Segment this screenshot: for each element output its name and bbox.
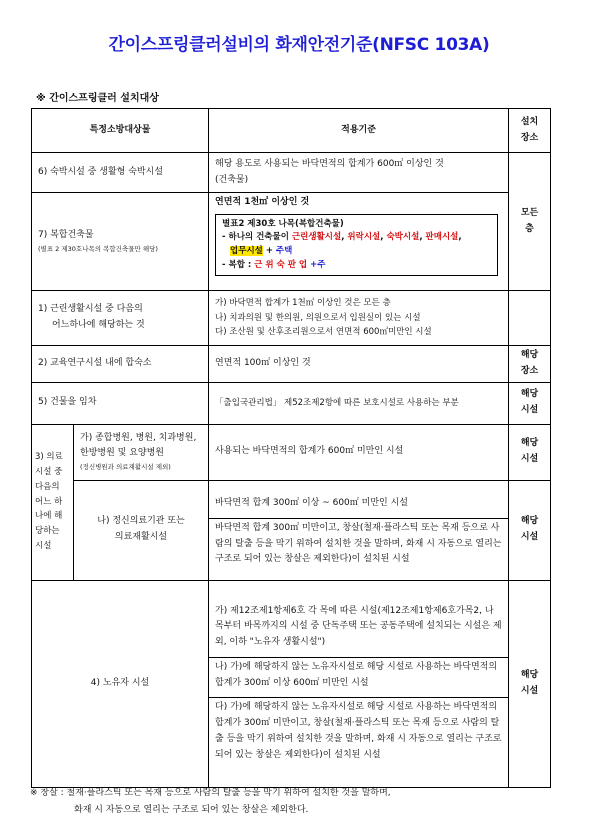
row3b-crit1: 바닥면적 합계 300㎡ 이상 ~ 600㎡ 미만인 시설 (215, 498, 408, 508)
row3b-criteria (209, 480, 509, 580)
row1-criteria (209, 291, 509, 346)
row2-target: 2) 교육연구시설 내에 합숙소 (32, 346, 209, 383)
row3b-label-line1: 나) 정신의료기관 또는 (97, 516, 185, 527)
box-plus: + (262, 245, 276, 256)
footnote-line1: ※ 창살 : 철재·플라스틱 또는 목재 등으로 사람의 탈출 등을 막기 위하여 설치한 것을 말하며, (30, 788, 391, 798)
table-row (32, 580, 551, 787)
row3a-label (74, 424, 209, 480)
row3b-place: 해당 시설 (509, 480, 551, 580)
row1-target-line1: 1) 근린생활시설 중 다음의 (38, 304, 143, 315)
box-sep-4: , (458, 232, 462, 243)
criteria-table (31, 108, 551, 788)
header-row (32, 109, 551, 153)
row5-place: 해당 시설 (509, 382, 551, 424)
box-line3-red: 근 위 숙 판 업 (254, 259, 308, 270)
row5-criteria: 「출입국관리법」 제52조제2항에 따른 보호시설로 사용하는 부분 (209, 382, 509, 424)
row6-target: 6) 숙박시설 중 생활형 숙박시설 (32, 153, 209, 193)
row3a-criteria: 사용되는 바닥면적의 합계가 600㎡ 미만인 시설 (209, 424, 509, 480)
row4-c1: 가) 제12조제1항제6호 각 목에 따른 시설(제12조제1항제6호가목2, 나목부터 바목까지의 시설 중 단독주택 또는 공동주택에 설치되는 시설은 제외, 이하 "노유자 생활시설") (215, 605, 502, 648)
row4-criteria (209, 580, 509, 787)
box-line3 (222, 259, 491, 273)
row4-place: 해당 시설 (509, 580, 551, 787)
row6-criteria (209, 153, 509, 193)
table-row (32, 193, 551, 291)
row1-c2: 나) 치과의원 및 한의원, 의원으로서 입원실이 있는 시설 (215, 312, 421, 323)
row1-c1: 가) 바닥면적 합계가 1천㎡ 이상인 것은 모든 층 (215, 297, 391, 308)
box-sep-1: , (341, 232, 348, 243)
row1-target (32, 291, 209, 346)
footnote (30, 785, 570, 818)
table-row (32, 291, 551, 346)
header-criteria: 적용기준 (209, 109, 509, 153)
row2-place: 해당 장소 (509, 346, 551, 383)
row3a-label-text: 가) 종합병원, 병원, 치과병원, 한방병원 및 요양병원 (80, 432, 197, 459)
row7-criteria (209, 193, 509, 291)
box-line1-lead: - 하나의 건축물이 (222, 232, 292, 243)
row3a-place: 해당 시설 (509, 424, 551, 480)
table-row (32, 346, 551, 383)
box-blue: 주택 (275, 245, 293, 256)
box-line2 (222, 245, 491, 259)
row1-place (509, 291, 551, 346)
box-red-4: 판매시설 (425, 232, 459, 243)
box-sep-3: , (419, 232, 426, 243)
row7-target-note: (별표 2 제30호나목의 복합건축물만 해당) (38, 244, 158, 253)
row7-target-label: 7) 복합건축물 (38, 229, 94, 240)
row1-target-line2: 어느하나에 해당하는 것 (52, 320, 145, 330)
table-row (32, 480, 551, 580)
box-title: 별표2 제30호 나목(복합건축물) (222, 218, 344, 229)
row1-c3: 다) 조산원 및 산후조리원으로서 연면적 600㎡미만인 시설 (215, 327, 432, 338)
box-highlight: 업무시설 (230, 245, 263, 256)
row3-target: 3) 의료시설 중 다음의 어느 하나에 해당하는 시설 (32, 424, 74, 580)
row4-c3: 다) 가)에 해당하지 않는 노유자시설로 해당 시설로 사용하는 바닥면적의 합계가 300㎡ 미만이고, 창살(철재·플라스틱 또는 목재 등으로 사람의 탈출 등을 막기 위하여 설치한 것을 말하며, 화재 시 자동으로 열리는 구조로 되어 있는 창살은 제외한다)이 설치된 시설 (209, 697, 508, 765)
box-red-3: 숙박시설 (386, 232, 420, 243)
row3a-note: (정신병원과 의료재활시설 제외) (80, 463, 171, 472)
box-line1 (222, 231, 491, 245)
header-place: 설치 장소 (509, 109, 551, 153)
footnote-line2: 화재 시 자동으로 열리는 구조로 되어 있는 창살은 제외한다. (74, 804, 309, 815)
page-title: 간이스프링클러설비의 화재안전기준(NFSC 103A) (108, 35, 490, 55)
table-row (32, 382, 551, 424)
box-sep-2: , (380, 232, 387, 243)
table-row (32, 424, 551, 480)
table-row (32, 153, 551, 193)
row5-target: 5) 건물을 임차 (32, 382, 209, 424)
row3b-label (74, 480, 209, 580)
row2-criteria: 연면적 100㎡ 이상인 것 (209, 346, 509, 383)
section-heading: ※ 간이스프링클러 설치대상 (36, 93, 159, 104)
box-red-2: 위락시설 (347, 232, 381, 243)
composite-building-box (215, 214, 498, 276)
box-line3-lead: - 복합 : (222, 259, 255, 270)
row3b-crit2: 바닥면적 합계 300㎡ 미만이고, 창살(철재·플라스틱 또는 목재 등으로 사람의 탈출 등을 막기 위하여 설치한 것을 말하며, 화재 시 자동으로 열리는 구조로 되어 있는 창살은 제외한다)이 설치된 시설 (209, 518, 508, 570)
row7-criteria-head: 연면적 1천㎡ 이상인 것 (215, 197, 310, 207)
row6-criteria-line1: 해당 용도로 사용되는 바닥면적의 합계가 600㎡ 이상인 것 (215, 158, 444, 169)
row6-7-place: 모든 층 (509, 153, 551, 291)
row4-c2: 나) 가)에 해당하지 않는 노유자시설로 해당 시설로 사용하는 바닥면적의 합계가 300㎡ 이상 600㎡ 미만인 시설 (209, 657, 508, 698)
row3b-label-line2: 의료재활시설 (114, 532, 168, 542)
row4-target: 4) 노유자 시설 (32, 580, 209, 787)
row6-criteria-line2: (건축물) (215, 174, 249, 185)
row7-target (32, 193, 209, 291)
box-line3-blue: +주 (307, 259, 326, 270)
header-target: 특정소방대상물 (32, 109, 209, 153)
box-red-1: 근린생활시설 (291, 232, 342, 243)
